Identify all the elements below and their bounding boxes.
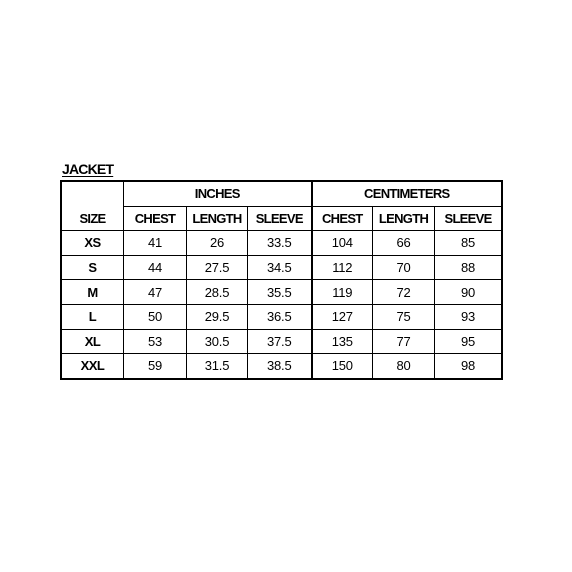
cell-size: L bbox=[62, 304, 124, 329]
group-header-centimeters: CENTIMETERS bbox=[312, 182, 502, 207]
cell-length-cm: 72 bbox=[373, 280, 435, 305]
cell-length-cm: 80 bbox=[373, 354, 435, 379]
cell-sleeve-cm: 93 bbox=[435, 304, 502, 329]
cell-chest-in: 53 bbox=[124, 329, 187, 354]
cell-size: XXL bbox=[62, 354, 124, 379]
cell-sleeve-in: 34.5 bbox=[248, 255, 312, 280]
cell-length-in: 28.5 bbox=[187, 280, 248, 305]
cell-length-in: 31.5 bbox=[187, 354, 248, 379]
cell-length-in: 30.5 bbox=[187, 329, 248, 354]
cell-chest-in: 47 bbox=[124, 280, 187, 305]
cell-sleeve-cm: 88 bbox=[435, 255, 502, 280]
empty-corner-cell bbox=[62, 182, 124, 207]
cell-sleeve-in: 38.5 bbox=[248, 354, 312, 379]
cell-chest-in: 41 bbox=[124, 231, 187, 256]
table-row bbox=[62, 255, 502, 280]
cell-chest-cm: 112 bbox=[312, 255, 373, 280]
cell-length-in: 26 bbox=[187, 231, 248, 256]
cell-size: XS bbox=[62, 231, 124, 256]
cell-length-cm: 70 bbox=[373, 255, 435, 280]
column-header-row bbox=[62, 206, 502, 231]
cell-sleeve-cm: 98 bbox=[435, 354, 502, 379]
cell-sleeve-in: 33.5 bbox=[248, 231, 312, 256]
cell-length-in: 27.5 bbox=[187, 255, 248, 280]
cell-chest-in: 59 bbox=[124, 354, 187, 379]
chart-title: JACKET bbox=[62, 161, 114, 177]
size-chart-body bbox=[62, 231, 502, 379]
cell-sleeve-cm: 90 bbox=[435, 280, 502, 305]
column-header-chest-cm: CHEST bbox=[312, 206, 373, 231]
cell-chest-cm: 119 bbox=[312, 280, 373, 305]
cell-length-cm: 77 bbox=[373, 329, 435, 354]
cell-length-cm: 66 bbox=[373, 231, 435, 256]
cell-chest-in: 44 bbox=[124, 255, 187, 280]
column-header-sleeve-cm: SLEEVE bbox=[435, 206, 502, 231]
cell-sleeve-in: 36.5 bbox=[248, 304, 312, 329]
cell-sleeve-in: 35.5 bbox=[248, 280, 312, 305]
size-chart-table bbox=[61, 181, 502, 379]
column-header-chest-in: CHEST bbox=[124, 206, 187, 231]
cell-size: XL bbox=[62, 329, 124, 354]
cell-size: S bbox=[62, 255, 124, 280]
table-row bbox=[62, 304, 502, 329]
cell-chest-cm: 127 bbox=[312, 304, 373, 329]
group-header-row bbox=[62, 182, 502, 207]
cell-chest-cm: 104 bbox=[312, 231, 373, 256]
cell-chest-in: 50 bbox=[124, 304, 187, 329]
table-row bbox=[62, 354, 502, 379]
cell-chest-cm: 135 bbox=[312, 329, 373, 354]
cell-sleeve-cm: 95 bbox=[435, 329, 502, 354]
cell-length-cm: 75 bbox=[373, 304, 435, 329]
column-header-length-in: LENGTH bbox=[187, 206, 248, 231]
cell-chest-cm: 150 bbox=[312, 354, 373, 379]
cell-sleeve-in: 37.5 bbox=[248, 329, 312, 354]
cell-size: M bbox=[62, 280, 124, 305]
group-header-inches: INCHES bbox=[124, 182, 312, 207]
cell-sleeve-cm: 85 bbox=[435, 231, 502, 256]
cell-length-in: 29.5 bbox=[187, 304, 248, 329]
column-header-size: SIZE bbox=[62, 206, 124, 231]
column-header-sleeve-in: SLEEVE bbox=[248, 206, 312, 231]
column-header-length-cm: LENGTH bbox=[373, 206, 435, 231]
table-row bbox=[62, 231, 502, 256]
table-row bbox=[62, 280, 502, 305]
table-row bbox=[62, 329, 502, 354]
